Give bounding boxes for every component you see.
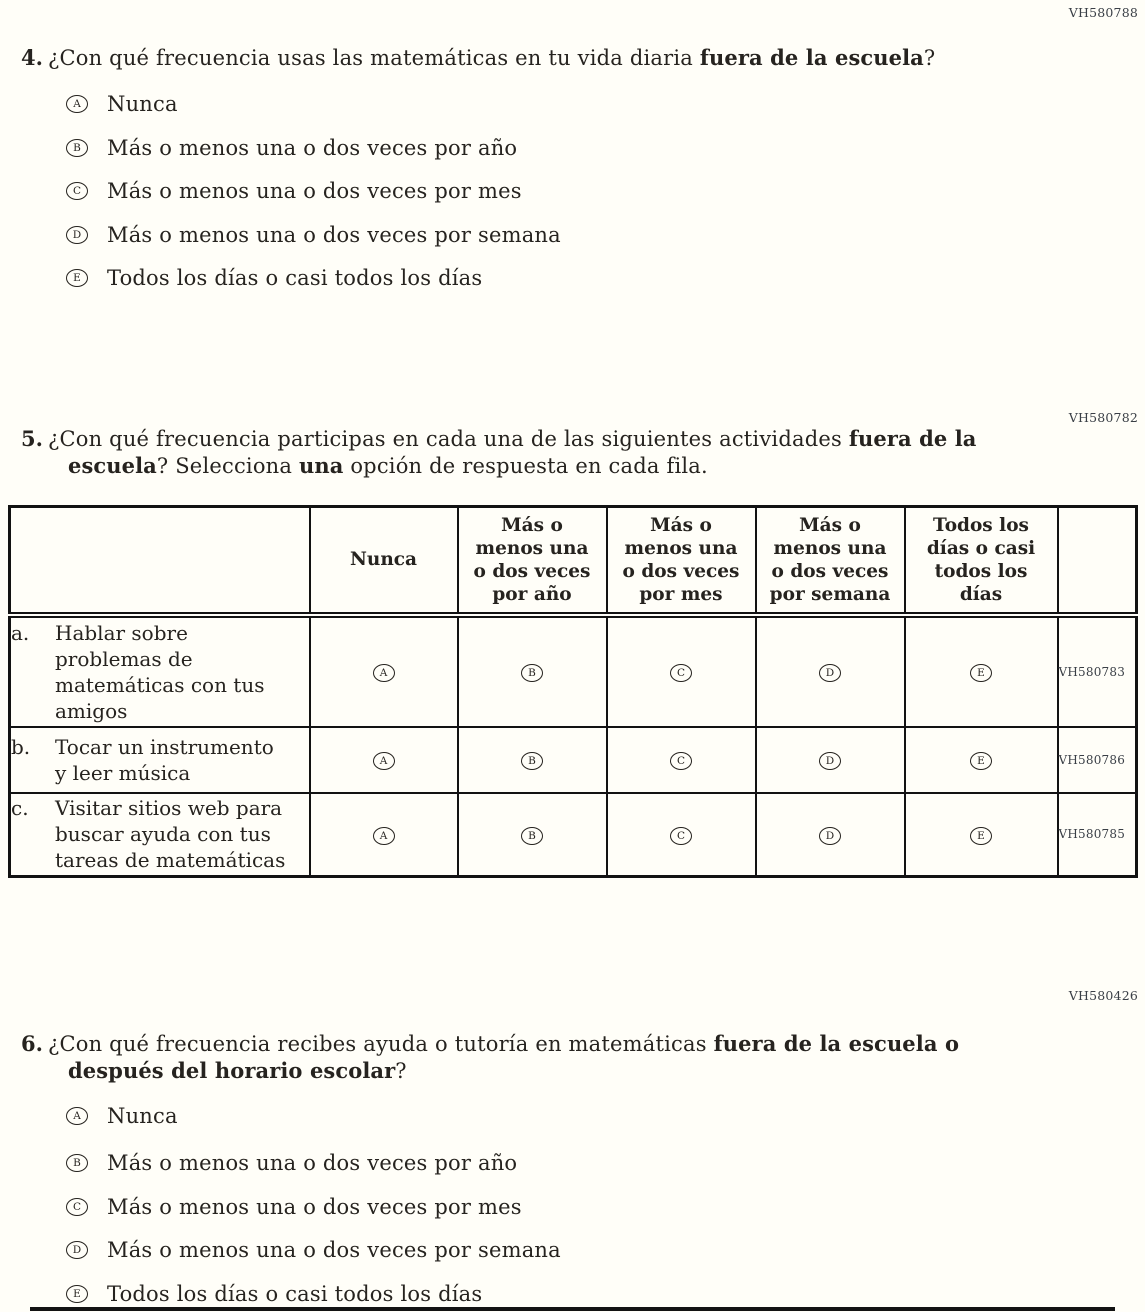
question-6-code: VH580426 [1068,988,1138,1003]
q4-answer-bubble-c[interactable]: C [66,182,88,200]
q4-option-label-c: Más o menos una o dos veces por mes [107,178,522,203]
q4-answer-bubble-d[interactable]: D [66,226,88,244]
row-label-line: Visitar sitios web para [55,796,283,821]
column-header-text: Más o [799,514,861,536]
q6-option-label-d: Más o menos una o dos veces por semana [107,1237,561,1262]
column-header-por-semana [756,507,905,615]
q6-answer-bubble-c[interactable]: C [66,1198,88,1216]
row-a-answer-bubble-b[interactable]: B [521,664,543,682]
row-label-line: Tocar un instrumento [55,734,274,759]
row-c-answer-bubble-a[interactable]: A [373,827,395,845]
q4-answer-bubble-b[interactable]: B [66,139,88,157]
q4-option-row-a [66,90,178,117]
question-6-text-bold1: fuera de la escuela o [713,1031,960,1056]
q4-option-label-e: Todos los días o casi todos los días [107,265,483,290]
question-6-text-pre: ¿Con qué frecuencia recibes ayuda o tutoría en matemáticas [48,1032,714,1056]
row-label-cell [10,727,310,793]
row-b-code: VH580786 [1058,727,1137,793]
row-label-cell [10,793,310,877]
row-a-answer-bubble-d[interactable]: D [819,664,841,682]
q6-answer-bubble-b[interactable]: B [66,1154,88,1172]
column-header-text: Nunca [349,549,418,571]
q4-option-row-e [66,264,482,291]
row-label [55,734,309,786]
row-label-line: tareas de matemáticas [55,848,286,873]
q6-option-row-c [66,1193,522,1220]
question-5-code: VH580782 [1068,410,1138,425]
row-a-code: VH580783 [1058,615,1137,727]
row-label-line: Hablar sobre [55,620,188,645]
column-header-text: por semana [769,583,891,605]
row-a-answer-bubble-e[interactable]: E [970,664,992,682]
header-empty-cell [10,507,310,615]
question-6-text-bold2: después del horario escolar [68,1058,396,1083]
q6-option-label-b: Más o menos una o dos veces por año [107,1150,518,1175]
row-label [55,620,309,724]
q6-answer-bubble-d[interactable]: D [66,1241,88,1259]
question-4-text [48,44,935,72]
question-6-text-line2 [68,1057,407,1085]
question-5-text-pre: ¿Con qué frecuencia participas en cada una de las siguientes actividades [48,427,849,451]
question-5-text-bold2: escuela [68,453,157,478]
column-header-text: por año [492,583,572,605]
row-b-answer-bubble-d[interactable]: D [819,752,841,770]
q6-answer-bubble-e[interactable]: E [66,1285,88,1303]
q4-option-label-d: Más o menos una o dos veces por semana [107,222,561,247]
row-b-answer-bubble-b[interactable]: B [521,752,543,770]
column-header-por-ano [458,507,607,615]
column-header-text: o dos veces [622,560,740,582]
column-header-text: Todos los [933,514,1029,536]
row-label-line: y leer música [55,760,191,785]
column-header-text: Más o [501,514,563,536]
next-table-cutoff-edge [30,1307,1115,1311]
column-header-text: por mes [639,583,723,605]
row-label [55,795,309,873]
column-header-text: menos una [475,537,589,559]
q4-answer-bubble-e[interactable]: E [66,269,88,287]
question-6-number: 6. [21,1031,43,1056]
row-b-answer-bubble-a[interactable]: A [373,752,395,770]
question-5-text-line1 [48,425,977,453]
column-header-text: todos los [934,560,1028,582]
row-c-answer-bubble-d[interactable]: D [819,827,841,845]
q6-option-row-b [66,1149,517,1176]
row-label-line: matemáticas con tus [55,672,265,697]
table-row-a [10,615,1137,727]
row-prefix: c. [11,796,29,821]
row-label-line: amigos [55,698,128,723]
question-5-text-mid: ? Selecciona [156,454,299,478]
column-header-text: días [959,583,1003,605]
column-header-text: Más o [650,514,712,536]
row-prefix: b. [11,734,31,759]
q4-option-row-b [66,134,517,161]
row-c-answer-bubble-e[interactable]: E [970,827,992,845]
question-5-text-line2 [68,452,708,480]
column-header-nunca [310,507,458,615]
header-code-column [1058,507,1137,615]
row-b-answer-bubble-e[interactable]: E [970,752,992,770]
question-4-code: VH580788 [1068,5,1138,20]
row-label-line: buscar ayuda con tus [55,822,271,847]
q4-answer-bubble-a[interactable]: A [66,95,88,113]
column-header-por-mes [607,507,756,615]
q4-option-label-b: Más o menos una o dos veces por año [107,135,518,160]
q6-option-row-d [66,1236,561,1263]
question-4-text-bold: fuera de la escuela [699,45,924,70]
row-c-answer-bubble-b[interactable]: B [521,827,543,845]
row-a-answer-bubble-a[interactable]: A [373,664,395,682]
question-4-text-post: ? [923,46,936,70]
q6-option-row-e [66,1280,482,1307]
column-header-text: menos una [773,537,887,559]
q6-answer-bubble-a[interactable]: A [66,1107,88,1125]
q6-option-label-c: Más o menos una o dos veces por mes [107,1194,522,1219]
table-header-row [10,507,1137,615]
q6-option-label-a: Nunca [107,1103,178,1128]
q6-option-label-e: Todos los días o casi todos los días [107,1281,483,1306]
q4-option-label-a: Nunca [107,91,178,116]
q6-option-row-a [66,1102,178,1129]
question-4-text-pre: ¿Con qué frecuencia usas las matemáticas en tu vida diaria [48,46,700,70]
column-header-text: días o casi [926,537,1036,559]
column-header-text: o dos veces [771,560,889,582]
column-header-todos-los-dias [905,507,1058,615]
row-a-answer-bubble-c[interactable]: C [670,664,692,682]
question-6-text-post: ? [395,1059,407,1083]
column-header-text: menos una [624,537,738,559]
row-c-answer-bubble-c[interactable]: C [670,827,692,845]
row-label-line: problemas de [55,646,193,671]
row-b-answer-bubble-c[interactable]: C [670,752,692,770]
question-4-number: 4. [21,45,43,70]
row-prefix: a. [11,620,30,645]
question-5-text-bold3: una [299,453,344,478]
question-5-text-post: opción de respuesta en cada fila. [343,454,708,478]
column-header-text: o dos veces [473,560,591,582]
table-row-c [10,793,1137,877]
row-c-code: VH580785 [1058,793,1137,877]
question-5-text-bold1: fuera de la [848,426,977,451]
q4-option-row-d [66,221,561,248]
frequency-table [8,505,1138,878]
question-6-text-line1 [48,1030,959,1058]
row-label-cell [10,615,310,727]
q4-option-row-c [66,177,522,204]
question-5-number: 5. [21,426,43,451]
table-row-b [10,727,1137,793]
